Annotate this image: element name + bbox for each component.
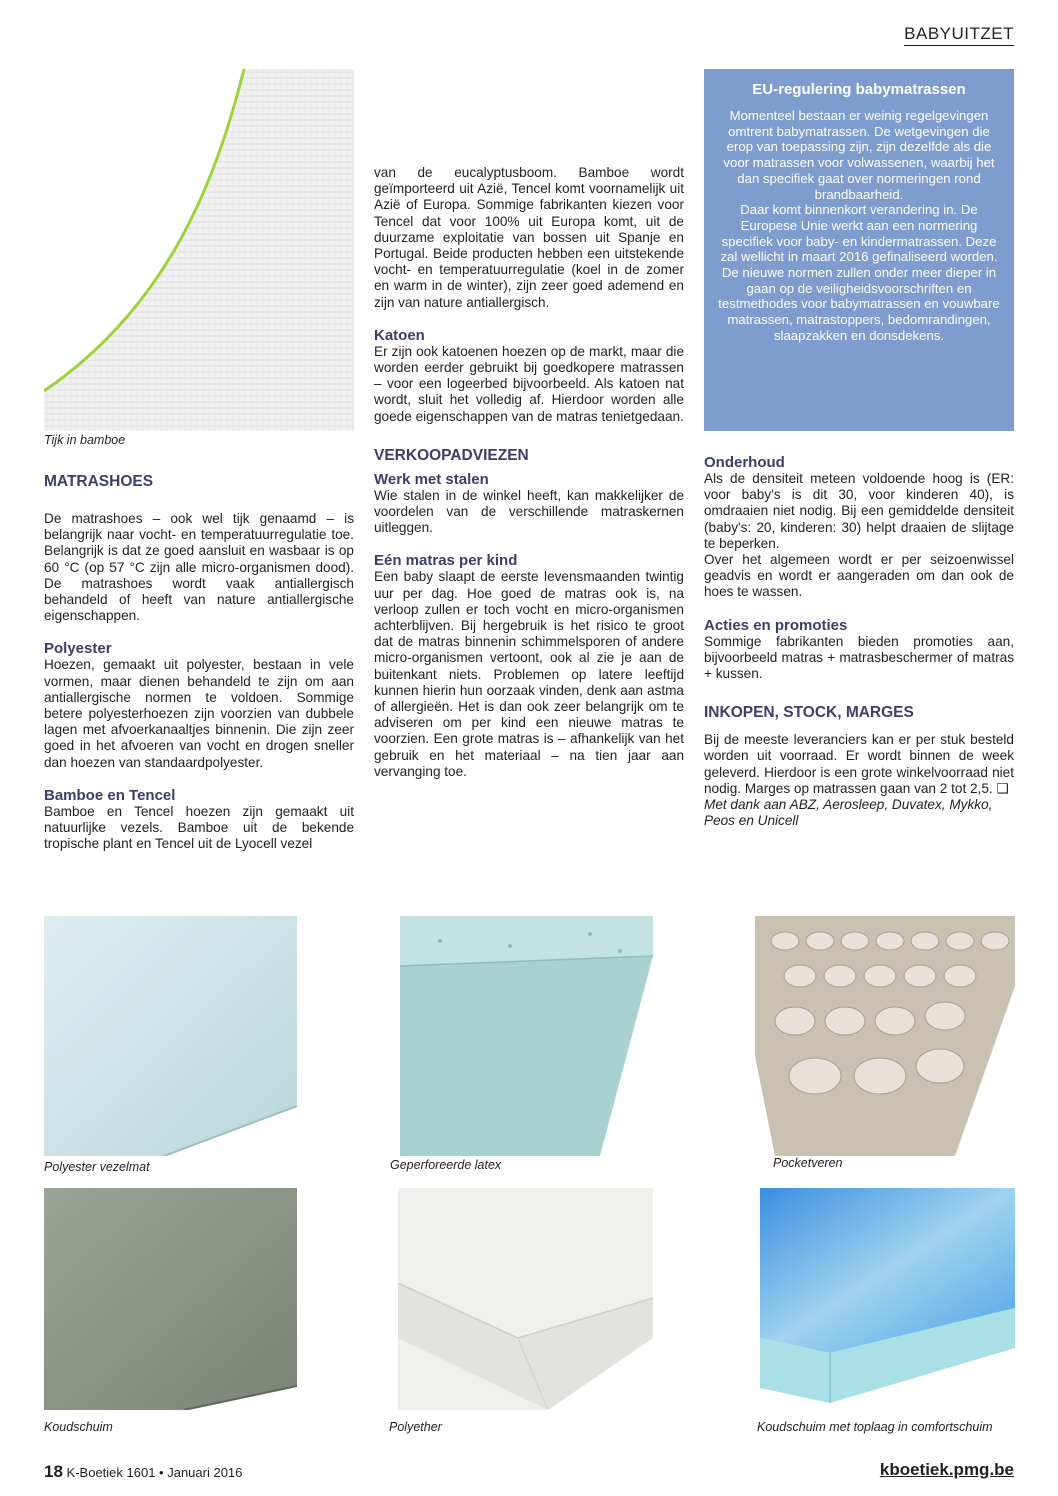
heading-inkopen: INKOPEN, STOCK, MARGES xyxy=(704,704,914,722)
heading-bamboe: Bamboe en Tencel xyxy=(44,786,176,804)
text-bamboe-cont: van de eucalyptusboom. Bamboe wordt geïmporteerd uit Azië, Tencel komt voornamelijk uit Azië of Europa. Sommige fabrikanten kiezen voor Tencel dat voor 100% uit Europa komt, uit de duurzame exploitatie van bossen uit Spanje en Portugal. Beide producten hebben een uitstekende vocht- en temperatuurregulatie (koel in de zomer en warm in de winter), zijn zeer goed ademend en zijn van nature antiallergisch. xyxy=(374,165,684,310)
photo-polyether xyxy=(398,1188,653,1410)
caption-latex: Geperforeerde latex xyxy=(390,1158,502,1172)
text-matrashoes: De matrashoes – ook wel tijk genaamd – is belangrijk naar vocht- en temperatuurregulatie toe. Belangrijk is dat ze goed aansluit en wasbaar is op 60 °C (op 57 °C zijn alle micro-organismen dood). De matrashoes wordt vaak antiallergisch behandeld of heeft van nature antiallergische eigenschappen. xyxy=(44,511,354,624)
heading-verkoopadviezen: VERKOOPADVIEZEN xyxy=(374,446,529,464)
column-1 xyxy=(44,451,354,852)
caption-polyester: Polyester vezelmat xyxy=(44,1160,150,1174)
section-tag: BABYUITZET xyxy=(904,24,1014,46)
caption-tijk: Tijk in bamboe xyxy=(44,433,126,447)
photo-geperforeerde-latex xyxy=(400,916,653,1156)
eu-box-p2: Daar komt binnenkort verandering in. De Europese Unie werkt aan een normering specifiek voor baby- en kindermatrassen. Deze zal wellicht in maart 2016 gefinaliseerd worden. xyxy=(720,202,998,265)
column-2 xyxy=(374,165,684,780)
photo-pocketveren xyxy=(755,916,1015,1156)
footer-left xyxy=(44,1462,242,1482)
column-3 xyxy=(704,438,1014,829)
text-onderhoud-1: Als de densiteit meteen voldoende hoog is (ER: voor baby's is dit 30, voor kinderen 40), is omdraaien niet nodig. Bij een gemiddelde densiteit (baby's: 20, kinderen: 30) helpt draaien de slijtage te beperken. xyxy=(704,471,1014,551)
heading-onderhoud: Onderhoud xyxy=(704,454,785,471)
text-inkopen-body: Bij de meeste leveranciers kan er per stuk besteld worden uit voorraad. Er wordt binnen de week geleverd. Hierdoor is een grote winkelvoorraad niet nodig. Marges op matrassen gaan van 2 tot 2,5. xyxy=(704,732,1014,796)
heading-katoen: Katoen xyxy=(374,326,425,344)
bamboo-tick-photo xyxy=(44,69,354,431)
heading-acties: Acties en promoties xyxy=(704,616,848,634)
caption-toplaag: Koudschuim met toplaag in comfortschuim xyxy=(757,1420,993,1434)
caption-pocket: Pocketveren xyxy=(773,1156,843,1170)
text-acties: Sommige fabrikanten bieden promoties aan, bijvoorbeeld matras + matrasbeschermer of matras + kussen. xyxy=(704,633,1014,682)
footer-url: kboetiek.pmg.be xyxy=(879,1460,1014,1479)
issue-info: K-Boetiek 1601 • Januari 2016 xyxy=(66,1465,243,1480)
text-stalen: Wie stalen in de winkel heeft, kan makkelijker de voordelen van de verschillende matraskernen uitleggen. xyxy=(374,487,684,536)
photo-koudschuim-toplaag xyxy=(760,1188,1015,1410)
eu-regulation-box xyxy=(704,69,1014,431)
caption-polyether: Polyether xyxy=(389,1420,442,1434)
caption-koudschuim: Koudschuim xyxy=(44,1420,113,1434)
eu-box-title: EU-regulering babymatrassen xyxy=(752,81,966,98)
eu-box-p3: De nieuwe normen zullen onder meer dieper in gaan op de veiligheidsvoorschriften en testmethodes voor babymatrassen en vouwbare matrassen, matrastoppers, bedomrandingen, slaapzakken en donsdekens. xyxy=(718,265,1000,343)
text-katoen: Er zijn ook katoenen hoezen op de markt, maar die worden eerder gebruikt bij goedkopere matrassen – voor een logeerbed bijvoorbeeld. Als katoen nat wordt, sluit het volledig af. Hierdoor worden alle goede eigenschappen van de matras tenietgedaan. xyxy=(374,343,684,424)
heading-stalen: Werk met stalen xyxy=(374,470,489,488)
text-onderhoud-2: Over het algemeen wordt er per seizoenwissel geadvis en wordt er aangeraden om dan ook de hoes te wassen. xyxy=(704,552,1014,600)
eu-box-p1: Momenteel bestaan er weinig regelgevingen omtrent babymatrassen. De wetgevingen die erop van toepassing zijn, zijn dezelfde als die voor matrassen voor volwassenen, waarbij het dan specifiek gaat over normeringen rond brandbaarheid. xyxy=(723,108,995,202)
page-number: 18 xyxy=(44,1462,63,1481)
text-polyester: Hoezen, gemaakt uit polyester, bestaan in vele vormen, maar dienen behandeld te zijn om aan antiallergische normen te voldoen. Sommige betere polyesterhoezen zijn voorzien van dubbele lagen met afvoerkanaaltjes binnenin. Die zijn zeer goed in het afvoeren van vocht en drogen sneller dan hoezen van standaardpolyester. xyxy=(44,657,354,770)
text-kind: Een baby slaapt de eerste levensmaanden twintig uur per dag. Hoe goed de matras ook is, na verloop zullen er toch vocht en micro-organismen achterblijven. Bij hergebruik is het risico te groot dat de matras binnenin schimmelsporen of andere micro-organismen vertoont, ook al zie je aan de buitenkant niets. Problemen op latere leeftijd kunnen hierin hun oorzaak vinden, denk aan astma of allergieën. Het is dan ook zeer belangrijk om te adviseren om per kind een nieuwe matras te voorzien. Een grote matras is – afhankelijk van het gebruik en het materiaal – na tien jaar aan vervanging toe. xyxy=(374,569,684,779)
text-inkopen xyxy=(704,732,1014,797)
heading-kind: Eén matras per kind xyxy=(374,552,518,570)
end-mark-icon: ❑ xyxy=(996,780,1009,796)
acknowledgement: Met dank aan ABZ, Aerosleep, Duvatex, Mykko, Peos en Unicell xyxy=(704,797,993,829)
photo-polyester-vezelmat xyxy=(44,916,297,1156)
heading-matrashoes: MATRASHOES xyxy=(44,473,154,490)
text-bamboe: Bamboe en Tencel hoezen zijn gemaakt uit natuurlijke vezels. Bamboe uit de bekende tropische plant en Tencel uit de Lyocell vezel xyxy=(44,803,354,852)
photo-koudschuim xyxy=(44,1188,297,1410)
heading-polyester: Polyester xyxy=(44,640,112,658)
